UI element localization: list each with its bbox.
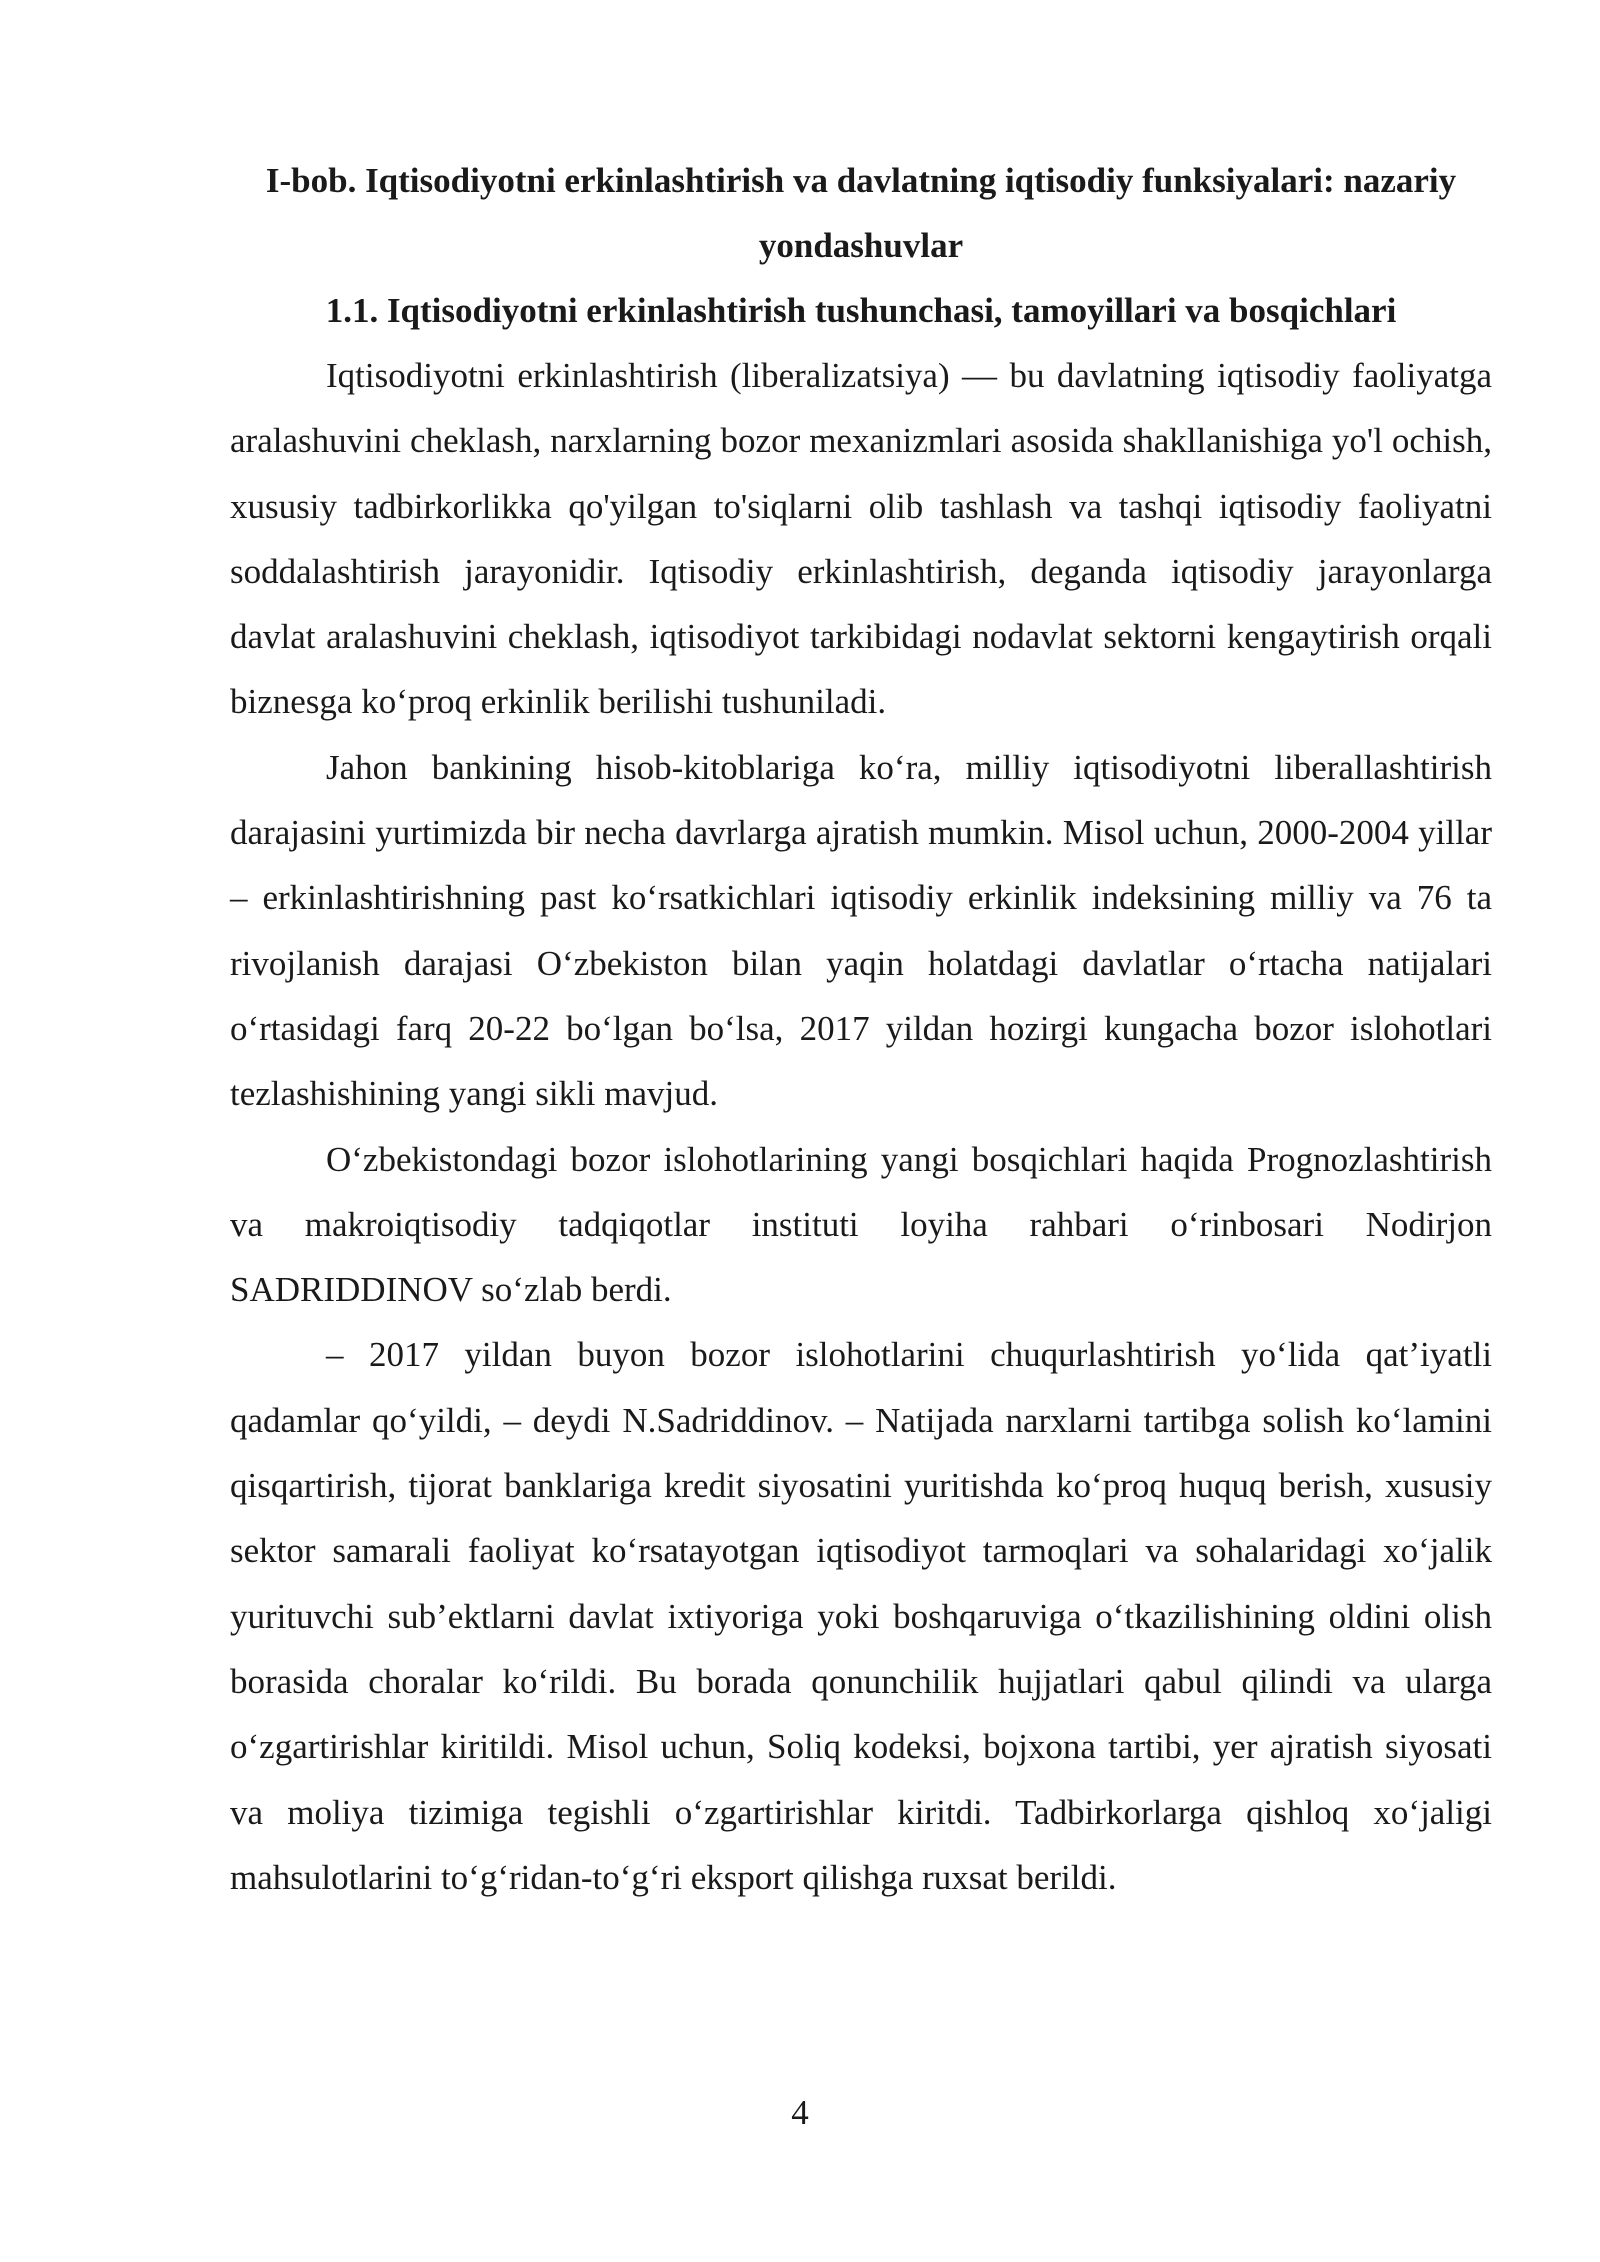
section-title: 1.1. Iqtisodiyotni erkinlashtirish tushunchasi, tamoyillari va bosqichlari [325, 291, 1397, 330]
document-page [230, 148, 1492, 1910]
paragraph-world-bank-periods: Jahon bankining hisob-kitoblariga ko‘ra, milliy iqtisodiyotni liberallashtirish darajasini yurtimizda bir necha davrlarga ajratish mumkin. Misol uchun, 2000-2004 yillar – erkinlashtirishning past ko‘rsatkichlari iqtisodiy erkinlik indeksining milliy va 76 ta rivojlanish darajasi O‘zbekiston bilan yaqin holatdagi davlatlar o‘rtacha natijalari o‘rtasidagi farq 20-22 bo‘lgan bo‘lsa, 2017 yildan hozirgi kungacha bozor islohotlari tezlashishining yangi sikli mavjud. [230, 747, 1492, 1114]
page-number: 4 [791, 2093, 809, 2132]
paragraph-sadriddinov-quote: – 2017 yildan buyon bozor islohotlarini chuqurlashtirish yo‘lida qat’iyatli qadamlar qo‘yildi, – deydi N.Sadriddinov. – Natijada narxlarni tartibga solish ko‘lamini qisqartirish, tijorat banklariga kredit siyosatini yuritishda ko‘proq huquq berish, xususiy sektor samarali faoliyat ko‘rsatayotgan iqtisodiyot tarmoqlari va sohalaridagi xo‘jalik yurituvchi sub’ektlarni davlat ixtiyoriga yoki boshqaruviga o‘tkazilishining oldini olish borasida choralar ko‘rildi. Bu borada qonunchilik hujjatlari qabul qilindi va ularga o‘zgartirishlar kiritildi. Misol uchun, Soliq kodeksi, bojxona tartibi, yer ajratish siyosati va moliya tizimiga tegishli o‘zgartirishlar kiritdi. Tadbirkorlarga qishloq xo‘jaligi mahsulotlarini to‘g‘ridan-to‘g‘ri eksport qilishga ruxsat berildi. [230, 1335, 1492, 1897]
paragraph-liberalization-definition: Iqtisodiyotni erkinlashtirish (liberalizatsiya) — bu davlatning iqtisodiy faoliyatga aralashuvini cheklash, narxlarning bozor mexanizmlari asosida shakllanishiga yo'l ochish, xususiy tadbirkorlikka qo'yilgan to'siqlarni olib tashlash va tashqi iqtisodiy faoliyatni soddalashtirish jarayonidir. Iqtisodiy erkinlashtirish, deganda iqtisodiy jarayonlarga davlat aralashuvini cheklash, iqtisodiyot tarkibidagi nodavlat sektorni kengaytirish orqali biznesga ko‘proq erkinlik berilishi tushuniladi. [230, 356, 1492, 722]
paragraph-reform-stages-intro: O‘zbekistondagi bozor islohotlarining yangi bosqichlari haqida Prognozlashtirish va makroiqtisodiy tadqiqotlar instituti loyiha rahbari o‘rinbosari Nodirjon SADRIDDINOV so‘zlab berdi. [230, 1139, 1492, 1310]
chapter-title: I-bob. Iqtisodiyotni erkinlashtirish va davlatning iqtisodiy funksiyalari: nazariy yondashuvlar [265, 161, 1457, 265]
